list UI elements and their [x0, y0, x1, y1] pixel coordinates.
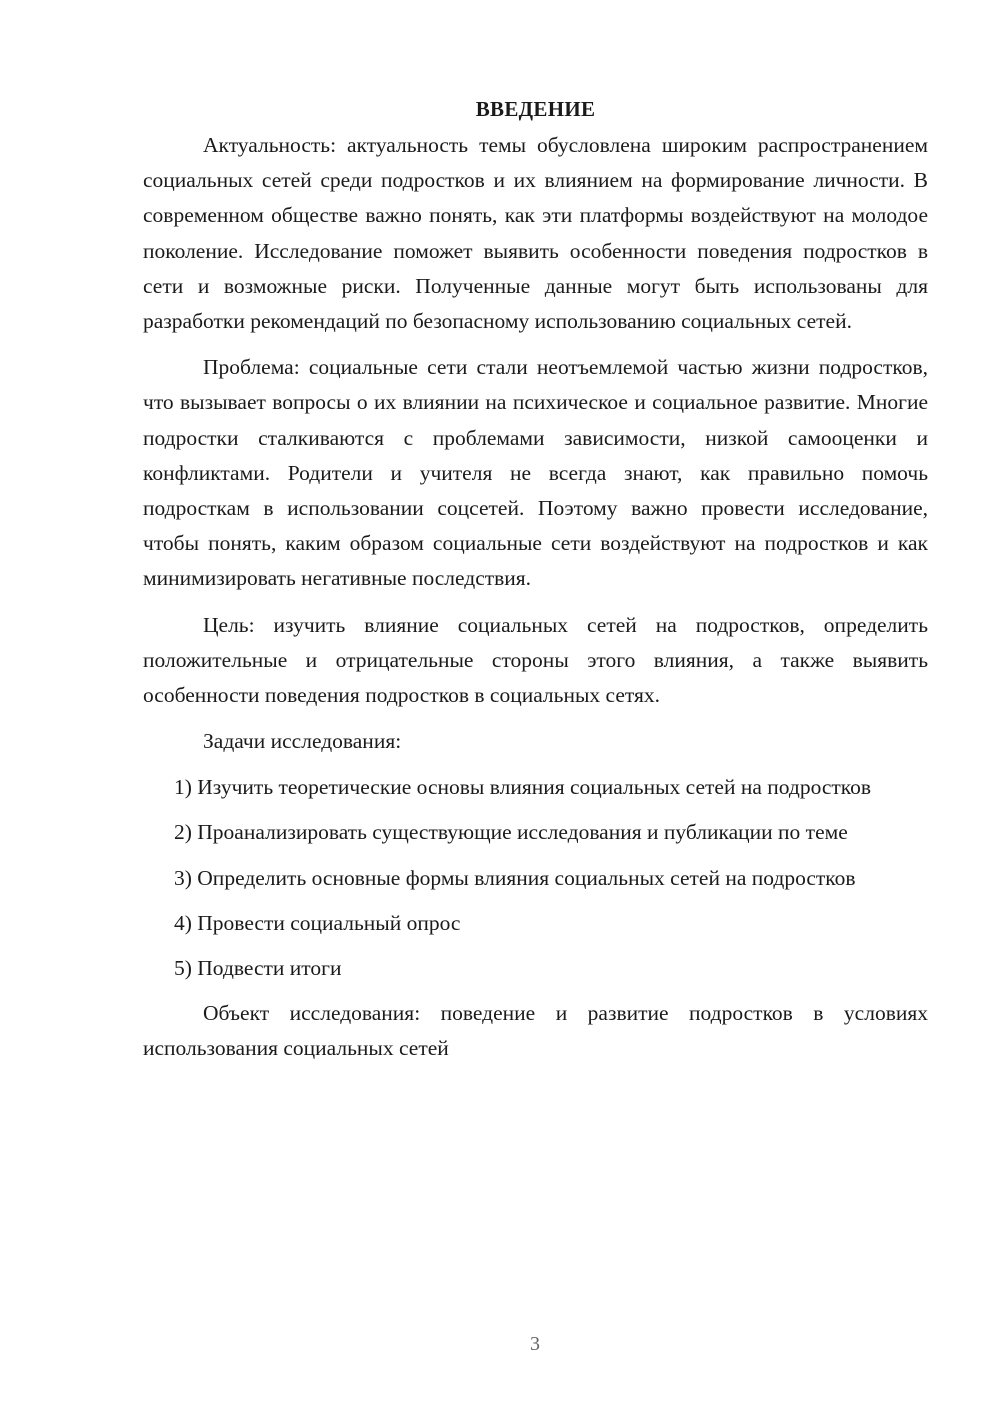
task-item: 1) Изучить теоретические основы влияния социальных сетей на подростков	[174, 775, 872, 800]
goal-paragraph: Цель: изучить влияние социальных сетей на подростков, определить положительные и отрицательные стороны этого влияния, а также выявить особенности поведения подростков в социальных сетях.	[143, 612, 928, 708]
tasks-heading: Задачи исследования:	[203, 729, 402, 754]
problem-paragraph: Проблема: социальные сети стали неотъемлемой частью жизни подростков, что вызывает вопросы о их влиянии на психическое и социальное развитие. Многие подростки сталкиваются с проблемами зависимости, низкой самооценки и конфликтами. Родители и учителя не всегда знают, как правильно помочь подросткам в использовании соцсетей. Поэтому важно провести исследование, чтобы понять, каким образом социальные сети воздействуют на подростков и как минимизировать негативные последствия.	[143, 355, 928, 591]
task-item: 5) Подвести итоги	[174, 956, 342, 981]
page-number: 3	[530, 1333, 540, 1355]
relevance-paragraph: Актуальность: актуальность темы обусловлена широким распространением социальных сетей среди подростков и их влиянием на формирование личности. В современном обществе важно понять, как эти платформы воздействуют на молодое поколение. Исследование поможет выявить особенности поведения подростков в сети и возможные риски. Полученные данные могут быть использованы для разработки рекомендаций по безопасному использованию социальных сетей.	[143, 133, 928, 334]
object-paragraph: Объект исследования: поведение и развитие подростков в условиях использования социальных сетей	[143, 1001, 928, 1061]
page-title: ВВЕДЕНИЕ	[475, 97, 596, 121]
task-item: 2) Проанализировать существующие исследования и публикации по теме	[174, 820, 848, 845]
task-item: 4) Провести социальный опрос	[174, 910, 461, 935]
task-item: 3) Определить основные формы влияния социальных сетей на подростков	[174, 865, 856, 890]
document-page	[143, 92, 928, 1078]
tasks-list	[143, 770, 928, 986]
